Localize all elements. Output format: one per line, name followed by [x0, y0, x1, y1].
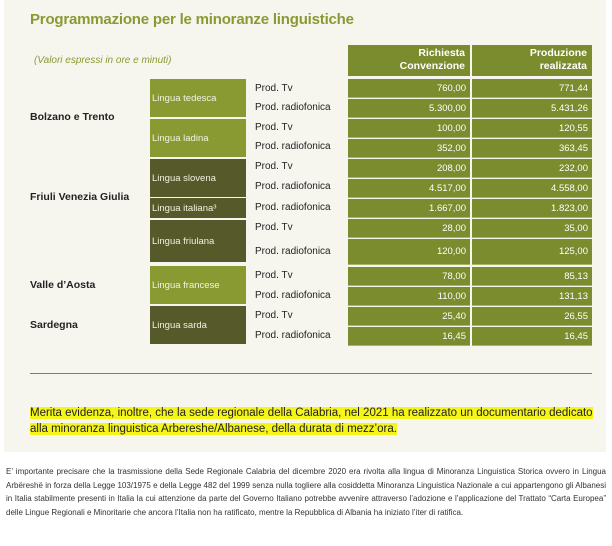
value-cell: 26,55 — [472, 307, 592, 326]
value-cell: 125,00 — [472, 239, 592, 265]
value-cell: 1.667,00 — [348, 199, 470, 218]
lang-italiana: Lingua italiana³ — [150, 198, 246, 218]
value-cell: 352,00 — [348, 139, 470, 158]
value-cell: 16,45 — [348, 327, 470, 346]
divider — [30, 373, 592, 374]
value-cell: 100,00 — [348, 119, 470, 138]
region-friuli: Friuli Venezia Giulia — [30, 191, 130, 203]
value-cell: 4.558,00 — [472, 179, 592, 198]
lang-tedesca: Lingua tedesca — [150, 79, 246, 117]
value-cell: 110,00 — [348, 287, 470, 306]
value-cell: 4.517,00 — [348, 179, 470, 198]
prod-label: Prod. Tv — [255, 222, 293, 233]
footer-paragraph: E’ importante precisare che la trasmissione della Sede Regionale Calabria del dicembre 2020 era rivolta alla lingua di Minoranza Linguistica Storica ovvero in Lingua Arbëreshë in forza della Legge 103/1975 e della Legge 482 del 1999 senza nulla togliere alla cosiddetta Minoranza Linguistica Nazionale a cui appartengono gli Albanesi in Italia stabilmente presenti in Italia la cui attenzione da parte del Governo Italiano potrebbe avvenire attraverso l’adozione e l’applicazione del Trattato “Carta Europea” delle Lingue Regionali e Minoritarie che ancora l’Italia non ha ratificato, mentre la Repubblica di Albania ha iniziato l’iter di ratifica. — [6, 467, 606, 518]
value-cell: 771,44 — [472, 79, 592, 98]
prod-label: Prod. Tv — [255, 161, 293, 172]
region-bolzano-trento: Bolzano e Trento — [30, 111, 115, 123]
value-cell: 25,40 — [348, 307, 470, 326]
prod-label: Prod. radiofonica — [255, 290, 331, 301]
prod-label: Prod. Tv — [255, 310, 293, 321]
value-cell: 760,00 — [348, 79, 470, 98]
value-cell: 78,00 — [348, 267, 470, 286]
lang-friulana: Lingua friulana — [150, 220, 246, 262]
page-title: Programmazione per le minoranze linguistiche — [30, 11, 354, 28]
prod-label: Prod. radiofonica — [255, 181, 331, 192]
value-cell: 28,00 — [348, 219, 470, 238]
value-cell: 120,55 — [472, 119, 592, 138]
prod-label: Prod. Tv — [255, 270, 293, 281]
prod-label: Prod. Tv — [255, 122, 293, 133]
prod-label: Prod. radiofonica — [255, 102, 331, 113]
value-cell: 208,00 — [348, 159, 470, 178]
region-sardegna: Sardegna — [30, 319, 78, 331]
value-cell: 131,13 — [472, 287, 592, 306]
value-cell: 1.823,00 — [472, 199, 592, 218]
value-cell: 5.300,00 — [348, 99, 470, 118]
region-valle-aosta: Valle d’Aosta — [30, 279, 96, 291]
header-richiesta: Richiesta Convenzione — [348, 45, 470, 76]
prod-label: Prod. radiofonica — [255, 141, 331, 152]
lang-slovena: Lingua slovena — [150, 159, 246, 197]
value-cell: 120,00 — [348, 239, 470, 265]
prod-label: Prod. radiofonica — [255, 202, 331, 213]
value-cell: 16,45 — [472, 327, 592, 346]
value-cell: 35,00 — [472, 219, 592, 238]
lang-sarda: Lingua sarda — [150, 306, 246, 344]
lang-ladina: Lingua ladina — [150, 119, 246, 157]
value-cell: 5.431,26 — [472, 99, 592, 118]
highlight-note: Merita evidenza, inoltre, che la sede regionale della Calabria, nel 2021 ha realizzato un documentario dedicato alla minoranza linguistica Arbereshe/Albanese, della durata di mezz’ora. — [30, 407, 593, 435]
prod-label: Prod. radiofonica — [255, 246, 331, 257]
units-note: (Valori espressi in ore e minuti) — [34, 55, 172, 66]
value-cell: 232,00 — [472, 159, 592, 178]
value-cell: 85,13 — [472, 267, 592, 286]
prod-label: Prod. Tv — [255, 83, 293, 94]
lang-francese: Lingua francese — [150, 266, 246, 304]
prod-label: Prod. radiofonica — [255, 330, 331, 341]
header-produzione: Produzione realizzata — [472, 45, 592, 76]
value-cell: 363,45 — [472, 139, 592, 158]
